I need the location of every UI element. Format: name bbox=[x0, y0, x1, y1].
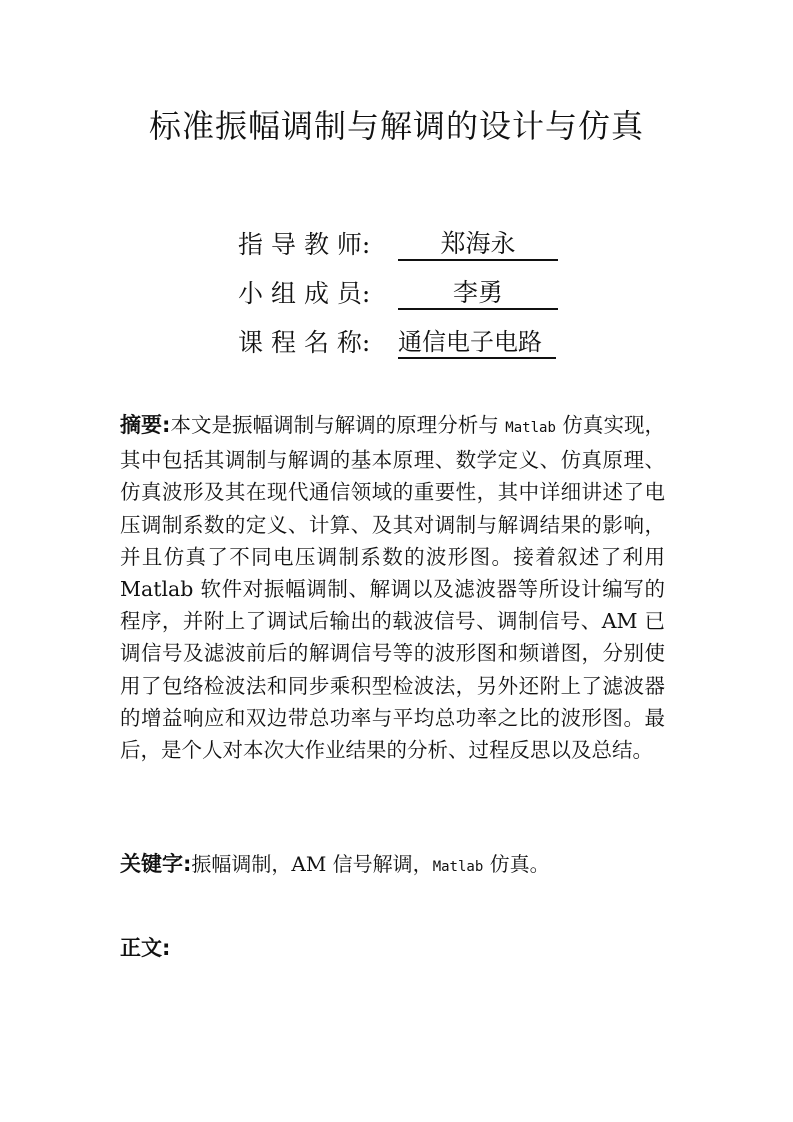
colon: : bbox=[361, 279, 371, 308]
label-char: 导 bbox=[270, 230, 296, 259]
label-char: 名 bbox=[303, 328, 329, 357]
abstract-paragraph bbox=[120, 409, 665, 766]
label-char: 成 bbox=[303, 279, 329, 308]
members-row bbox=[238, 261, 558, 310]
label-char: 课 bbox=[238, 328, 264, 357]
keywords-heading: 关键字: bbox=[120, 852, 192, 876]
advisor-row bbox=[238, 212, 558, 261]
abstract-text: 本文是振幅调制与解调的原理分析与 bbox=[170, 413, 506, 437]
label-char-with-colon bbox=[337, 323, 370, 359]
advisor-value: 郑海永 bbox=[398, 229, 558, 261]
colon: : bbox=[361, 230, 371, 259]
label-char: 教 bbox=[303, 230, 329, 259]
document-title: 标准振幅调制与解调的设计与仿真 bbox=[148, 107, 644, 145]
members-label bbox=[238, 274, 398, 310]
advisor-label bbox=[238, 225, 398, 261]
label-char: 指 bbox=[238, 230, 264, 259]
members-value: 李勇 bbox=[398, 278, 558, 310]
label-char-with-colon bbox=[337, 225, 370, 261]
keywords-text-cont: 仿真。 bbox=[483, 852, 550, 876]
label-char: 师 bbox=[336, 230, 362, 259]
label-char: 小 bbox=[238, 279, 264, 308]
label-char: 组 bbox=[270, 279, 296, 308]
keywords-matlab-term: Matlab bbox=[432, 859, 484, 875]
label-char: 程 bbox=[270, 328, 296, 357]
label-char: 称 bbox=[336, 328, 362, 357]
course-value: 通信电子电路 bbox=[398, 327, 556, 359]
keywords-text: 振幅调制，AM 信号解调， bbox=[191, 852, 433, 876]
info-block bbox=[238, 212, 558, 359]
course-label bbox=[238, 323, 398, 359]
label-char: 员 bbox=[336, 279, 362, 308]
abstract-heading: 摘要: bbox=[120, 413, 171, 437]
course-row bbox=[238, 310, 558, 359]
label-char-with-colon bbox=[337, 274, 370, 310]
abstract-matlab-term: Matlab bbox=[505, 420, 556, 436]
abstract-text-cont: 仿真实现，其中包括其调制与解调的基本原理、数学定义、仿真原理、仿真波形及其在现代通信领域的重要性，其中详细讲述了电压调制系数的定义、计算、及其对调制与解调结果的影响，并且仿真了不同电压调制系数的波形图。接着叙述了利用 Matlab 软件对振幅调制、解调以及滤波器等所设计编写的程序，并附上了调试后输出的载波信号、调制信号、AM 已调信号及滤波前后的解调信号等的波形图和频谱图，分别使用了包络检波法和同步乘积型检波法，另外还附上了滤波器的增益响应和双边带总功率与平均总功率之比的波形图。最后，是个人对本次大作业结果的分析、过程反思以及总结。 bbox=[120, 413, 665, 763]
body-heading: 正文: bbox=[120, 936, 171, 960]
colon: : bbox=[361, 328, 371, 357]
keywords-line bbox=[120, 848, 550, 883]
